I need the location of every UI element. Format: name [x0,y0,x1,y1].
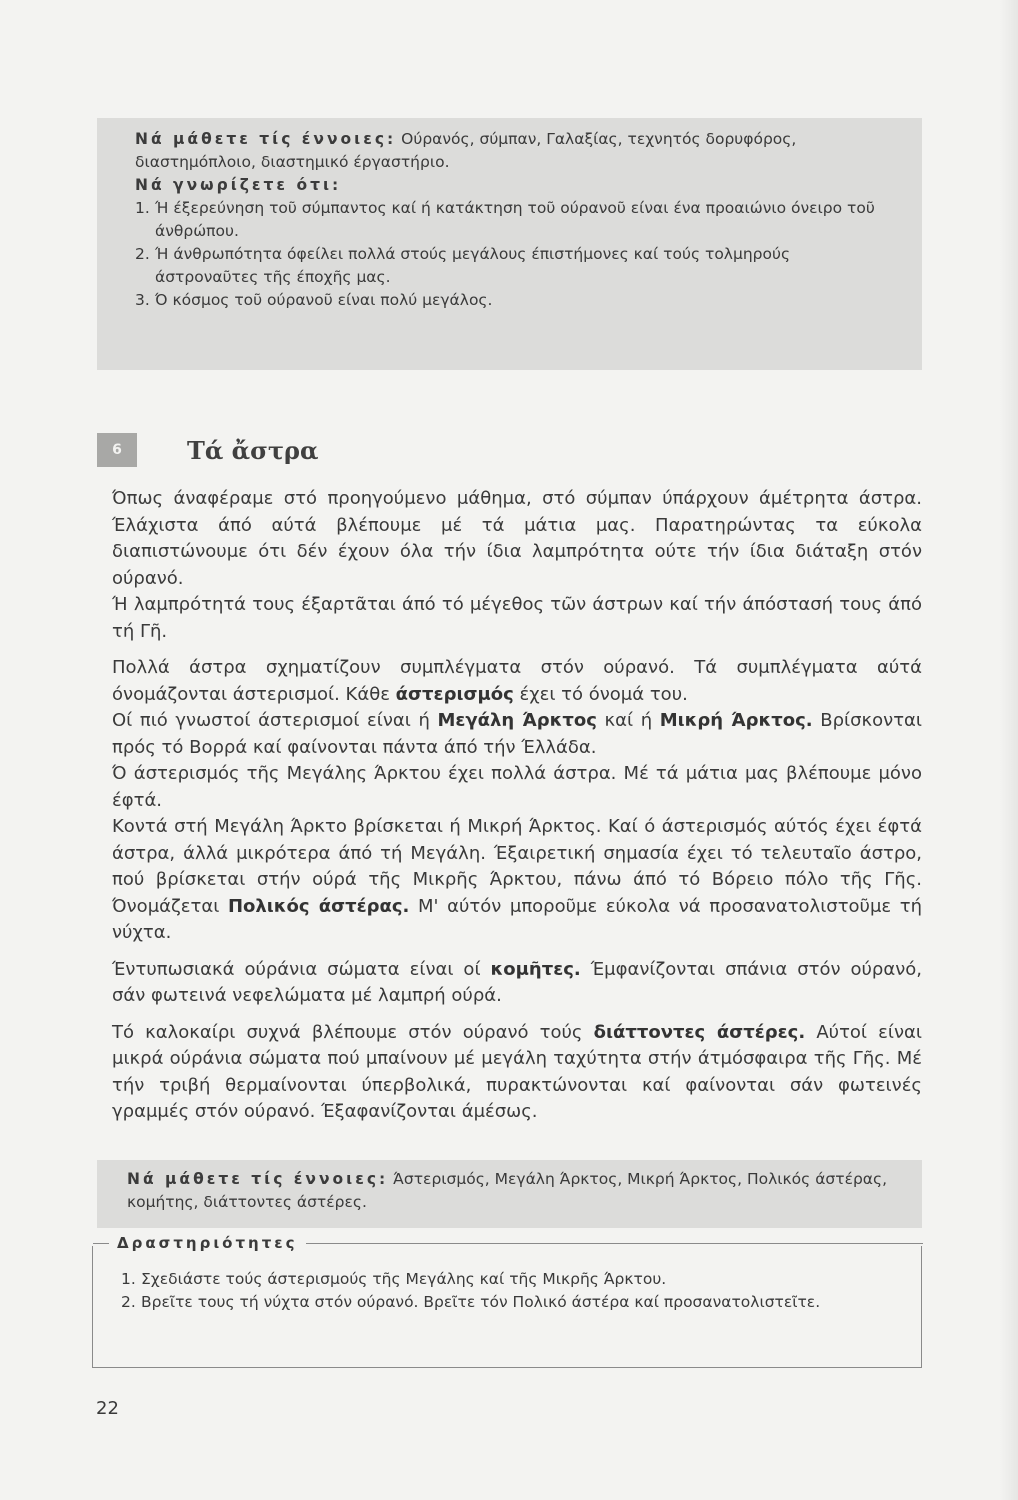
concepts-box [97,1160,922,1228]
learn-terms: Ούρανός, σύμπαν, Γαλαξίας, τεχνητός δορυφόρος, διαστημόπλοιο, διαστημικό έργαστήριο. [135,130,797,171]
paragraph: Κοντά στή Μεγάλη Άρκτο βρίσκεται ή Μικρή Άρκτος. Καί ό άστερισμός αύτός έχει έφτά άστρα, άλλά μικρότερα άπό τή Μεγάλη. Έξαιρετική σημασία έχει τό τελευταῖο άστρο, πού βρίσκεται στήν ούρά τῆς Μικρῆς Άρκτου, πάνω άπό τό Βόρειο πόλο τῆς Γῆς. Όνομάζεται Πολικός άστέρας. Μ' αύτόν μποροῦμε εύκολα νά προσανατολιστοῦμε τή νύχτα. [112,816,923,943]
paragraph: Όπως άναφέραμε στό προηγούμενο μάθημα, στό σύμπαν ύπάρχουν άμέτρητα άστρα. Έλάχιστα άπό αύτά βλέπουμε μέ τά μάτια μας. Παρατηρώντας τα εύκολα διαπιστώνουμε ότι δέν έχουν όλα τήν ίδια λαμπρότητα ούτε τήν ίδια διάταξη στόν ούρανό. [112,488,922,589]
lesson-title: Τά ἄστρα [187,435,319,465]
concepts-label: Νά μάθετε τίς έννοιες: [127,1170,389,1188]
paragraph: Ό άστερισμός τῆς Μεγάλης Άρκτου έχει πολλά άστρα. Μέ τά μάτια μας βλέπουμε μόνο έφτά. [112,763,922,811]
lesson-number-badge: 6 [97,433,137,467]
page-edge-shadow [1000,0,1018,1500]
paragraph: Τό καλοκαίρι συχνά βλέπουμε στόν ούρανό τούς διάττοντες άστέρες. Αύτοί είναι μικρά ούράνια σώματα πού μπαίνουν μέ μεγάλη ταχύτητα στήν άτμόσφαιρα τῆς Γῆς. Μέ τήν τριβή θερμαίνονται ύπερβολικά, πυρακτώνονται καί φαίνονται σάν φωτεινές γραμμές στόν ούρανό. Έξαφανίζονται άμέσως. [112,1021,922,1122]
know-point: 1. Ή έξερεύνηση τοῦ σύμπαντος καί ή κατάκτηση τοῦ ούρανοῦ είναι ένα προαιώνιο όνειρο τοῦ άνθρώπου. [135,199,875,240]
summary-box [97,118,922,370]
activity-item: 1. Σχεδιάστε τούς άστερισμούς τῆς Μεγάλης καί τῆς Μικρῆς Άρκτου. [121,1270,667,1288]
activities-header [93,1234,923,1252]
activities-list [121,1268,897,1314]
learn-label: Νά μάθετε τίς έννοιες: [135,130,397,148]
know-points-list [135,197,898,312]
learn-concepts [135,128,898,174]
page-number: 22 [96,1398,119,1419]
lesson-heading [97,433,318,467]
activity-item: 2. Βρεῖτε τους τή νύχτα στόν ούρανό. Βρεῖτε τόν Πολικό άστέρα καί προσανατολιστεῖτε. [121,1293,821,1311]
know-point: 2. Ή άνθρωπότητα όφείλει πολλά στούς μεγάλους έπιστήμονες καί τούς τολμηρούς άστροναῦτες τῆς έποχῆς μας. [135,245,791,286]
concepts-terms: Άστερισμός, Μεγάλη Άρκτος, Μικρή Άρκτος, Πολικός άστέρας, κομήτης, διάττοντες άστέρες. [127,1170,888,1211]
activities-box [92,1234,922,1368]
paragraph: Έντυπωσιακά ούράνια σώματα είναι οί κομῆτες. Έμφανίζονται σπάνια στόν ούρανό, σάν φωτεινά νεφελώματα μέ λαμπρή ούρά. [112,958,922,1006]
activities-title: Δραστηριότητες [109,1234,306,1252]
know-point: 3. Ό κόσμος τοῦ ούρανοῦ είναι πολύ μεγάλος. [135,291,493,309]
paragraph: Οί πιό γνωστοί άστερισμοί είναι ή Μεγάλη Άρκτος καί ή Μικρή Άρκτος. Βρίσκονται πρός τό Βορρά καί φαίνονται πάντα άπό τήν Έλλάδα. [112,710,922,758]
paragraph: Ή λαμπρότητά τους έξαρτᾶται άπό τό μέγεθος τῶν άστρων καί τήν άπόστασή τους άπό τή Γῆ. [112,594,922,642]
lesson-body [112,486,922,1126]
know-label: Νά γνωρίζετε ότι: [135,176,342,194]
paragraph: Πολλά άστρα σχηματίζουν συμπλέγματα στόν ούρανό. Τά συμπλέγματα αύτά όνομάζονται άστερισμοί. Κάθε άστερισμός έχει τό όνομά του. [112,657,922,705]
